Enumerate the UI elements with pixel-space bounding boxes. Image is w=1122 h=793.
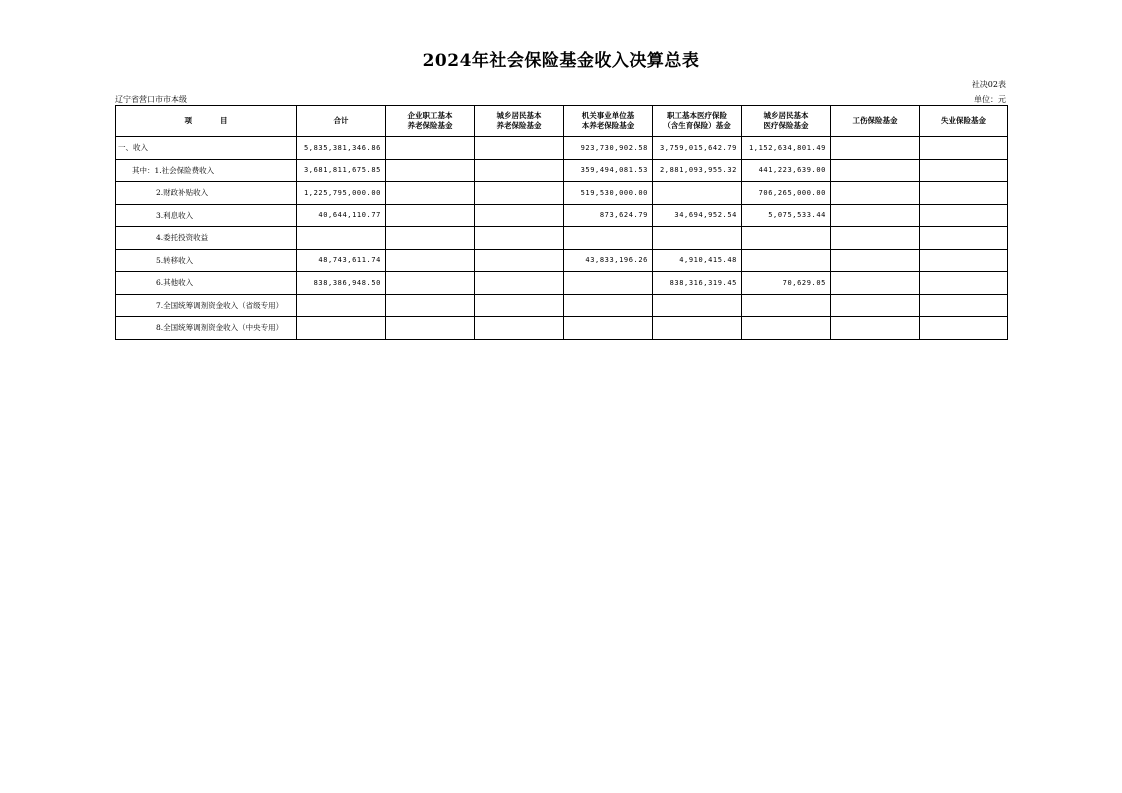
cell-enterprise xyxy=(386,159,475,182)
cell-unemployment xyxy=(920,137,1008,160)
cell-enterprise xyxy=(386,317,475,340)
cell-total: 5,835,381,346.86 xyxy=(297,137,386,160)
cell-institution xyxy=(564,294,653,317)
cell-institution: 519,530,000.00 xyxy=(564,182,653,205)
row-item: 其中：1.社会保险费收入 xyxy=(116,159,297,182)
header-resident-pension: 城乡居民基本 养老保险基金 xyxy=(475,106,564,137)
cell-total: 838,386,948.50 xyxy=(297,272,386,295)
cell-unemployment xyxy=(920,227,1008,250)
cell-resident-medical xyxy=(742,294,831,317)
table-row xyxy=(116,317,1008,340)
header-employee-medical: 职工基本医疗保险 （含生育保险）基金 xyxy=(653,106,742,137)
cell-enterprise xyxy=(386,294,475,317)
cell-injury xyxy=(831,204,920,227)
cell-employee-medical xyxy=(653,182,742,205)
cell-unemployment xyxy=(920,182,1008,205)
cell-resident-pension xyxy=(475,317,564,340)
table-row xyxy=(116,227,1008,250)
cell-resident-pension xyxy=(475,249,564,272)
cell-resident-medical: 1,152,634,801.49 xyxy=(742,137,831,160)
unit-label: 单位：元 xyxy=(974,95,1006,104)
region-label: 辽宁省营口市市本级 xyxy=(115,95,187,104)
cell-total: 1,225,795,000.00 xyxy=(297,182,386,205)
row-item: 3.利息收入 xyxy=(116,204,297,227)
cell-injury xyxy=(831,294,920,317)
cell-resident-pension xyxy=(475,294,564,317)
cell-enterprise xyxy=(386,204,475,227)
cell-institution: 359,494,081.53 xyxy=(564,159,653,182)
header-row xyxy=(116,106,1008,137)
cell-injury xyxy=(831,249,920,272)
cell-employee-medical: 4,910,415.48 xyxy=(653,249,742,272)
header-total: 合计 xyxy=(297,106,386,137)
header-item xyxy=(116,106,297,137)
header-resident-medical: 城乡居民基本 医疗保险基金 xyxy=(742,106,831,137)
cell-resident-medical xyxy=(742,249,831,272)
cell-injury xyxy=(831,317,920,340)
cell-unemployment xyxy=(920,204,1008,227)
cell-total: 48,743,611.74 xyxy=(297,249,386,272)
cell-injury xyxy=(831,227,920,250)
form-number: 社决02表 xyxy=(971,80,1006,89)
cell-resident-pension xyxy=(475,204,564,227)
table-row xyxy=(116,159,1008,182)
cell-resident-pension xyxy=(475,227,564,250)
header-institution-pension: 机关事业单位基 本养老保险基金 xyxy=(564,106,653,137)
row-item: 6.其他收入 xyxy=(116,272,297,295)
cell-employee-medical xyxy=(653,294,742,317)
cell-enterprise xyxy=(386,249,475,272)
cell-total xyxy=(297,294,386,317)
cell-resident-pension xyxy=(475,159,564,182)
cell-institution xyxy=(564,272,653,295)
cell-injury xyxy=(831,182,920,205)
header-unemployment: 失业保险基金 xyxy=(920,106,1008,137)
header-enterprise-pension: 企业职工基本 养老保险基金 xyxy=(386,106,475,137)
header-item-char: 项 xyxy=(184,116,192,125)
cell-total xyxy=(297,317,386,340)
cell-resident-medical: 706,265,000.00 xyxy=(742,182,831,205)
cell-unemployment xyxy=(920,249,1008,272)
row-item: 2.财政补贴收入 xyxy=(116,182,297,205)
cell-employee-medical: 34,694,952.54 xyxy=(653,204,742,227)
cell-enterprise xyxy=(386,182,475,205)
table-row xyxy=(116,272,1008,295)
table-row xyxy=(116,249,1008,272)
row-item: 一、收入 xyxy=(116,137,297,160)
cell-institution xyxy=(564,317,653,340)
cell-unemployment xyxy=(920,272,1008,295)
cell-unemployment xyxy=(920,317,1008,340)
cell-employee-medical: 3,759,015,642.79 xyxy=(653,137,742,160)
cell-resident-pension xyxy=(475,272,564,295)
cell-injury xyxy=(831,159,920,182)
cell-resident-medical: 5,075,533.44 xyxy=(742,204,831,227)
cell-enterprise xyxy=(386,227,475,250)
row-item: 4.委托投资收益 xyxy=(116,227,297,250)
cell-institution: 43,833,196.26 xyxy=(564,249,653,272)
cell-resident-medical: 70,629.05 xyxy=(742,272,831,295)
cell-resident-medical xyxy=(742,227,831,250)
table-row xyxy=(116,182,1008,205)
cell-employee-medical: 2,881,093,955.32 xyxy=(653,159,742,182)
cell-total xyxy=(297,227,386,250)
cell-institution: 923,730,902.58 xyxy=(564,137,653,160)
cell-total: 40,644,110.77 xyxy=(297,204,386,227)
cell-resident-pension xyxy=(475,182,564,205)
cell-injury xyxy=(831,137,920,160)
cell-institution xyxy=(564,227,653,250)
cell-resident-medical xyxy=(742,317,831,340)
cell-enterprise xyxy=(386,272,475,295)
row-item: 5.转移收入 xyxy=(116,249,297,272)
cell-unemployment xyxy=(920,159,1008,182)
table-row xyxy=(116,294,1008,317)
cell-unemployment xyxy=(920,294,1008,317)
cell-resident-pension xyxy=(475,137,564,160)
cell-employee-medical: 838,316,319.45 xyxy=(653,272,742,295)
revenue-table xyxy=(115,105,1008,340)
cell-institution: 873,624.79 xyxy=(564,204,653,227)
cell-resident-medical: 441,223,639.00 xyxy=(742,159,831,182)
report-title: 2024年社会保险基金收入决算总表 xyxy=(422,51,700,71)
table-row xyxy=(116,204,1008,227)
cell-employee-medical xyxy=(653,227,742,250)
header-injury: 工伤保险基金 xyxy=(831,106,920,137)
header-item-char: 目 xyxy=(220,116,228,125)
table-row xyxy=(116,137,1008,160)
row-item: 7.全国统筹调剂资金收入（省级专用） xyxy=(116,294,297,317)
meta-row xyxy=(115,94,1007,105)
cell-total: 3,681,811,675.85 xyxy=(297,159,386,182)
cell-injury xyxy=(831,272,920,295)
cell-enterprise xyxy=(386,137,475,160)
row-item: 8.全国统筹调剂资金收入（中央专用） xyxy=(116,317,297,340)
cell-employee-medical xyxy=(653,317,742,340)
